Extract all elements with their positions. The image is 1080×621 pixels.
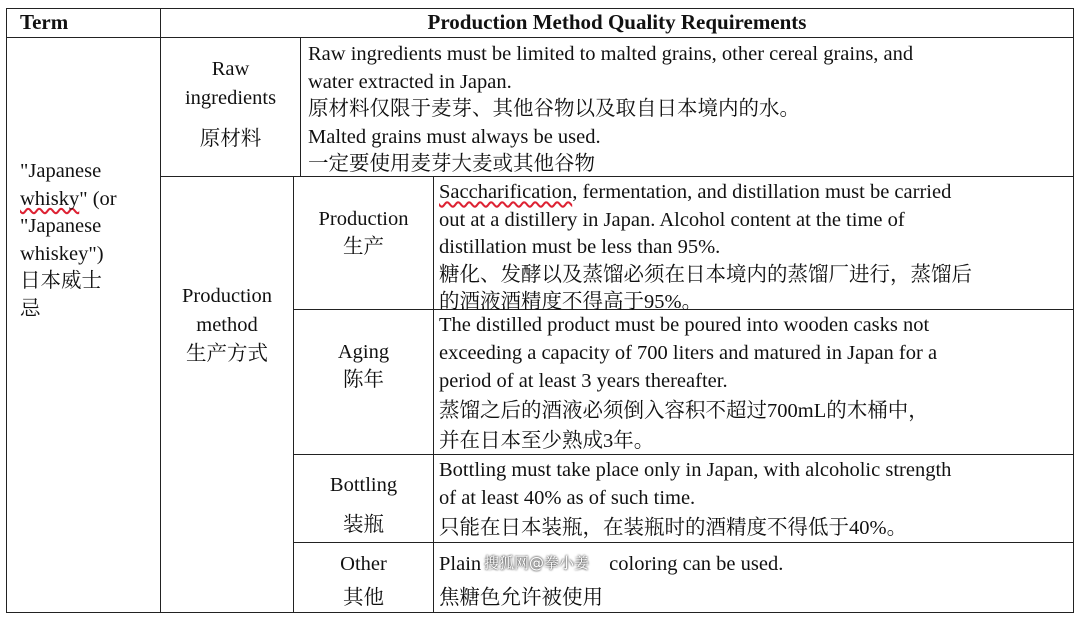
production-method-text: 生产方式 <box>186 343 268 365</box>
other-text-start: Plain <box>439 553 482 575</box>
production-method-label <box>161 282 293 369</box>
bottling-text: of at least 40% as of such time. <box>439 487 696 509</box>
table-border-left <box>6 8 7 613</box>
production-text-rest: , fermentation, and distillation must be carried <box>572 181 952 203</box>
term-cell <box>20 158 158 323</box>
aging-text: period of at least 3 years thereafter. <box>439 370 728 392</box>
production-method-text: Production <box>182 285 272 307</box>
aging-label <box>294 339 433 394</box>
production-text: distillation must be less than 95%. <box>439 236 721 258</box>
aging-label-en: Aging <box>337 341 390 363</box>
bottling-text: 只能在日本装瓶，在装瓶时的酒精度不得低于40%。 <box>439 517 908 539</box>
production-requirements <box>439 179 1071 317</box>
production-text: out at a distillery in Japan. Alcohol content at the time of <box>439 208 905 231</box>
term-line: "Japanese <box>20 215 102 237</box>
bottling-requirements <box>439 456 1071 542</box>
other-text: 焦糖色允许被使用 <box>439 587 603 609</box>
aging-text: 蒸馏之后的酒液必须倒入容积不超过700mL的木桶中， <box>439 400 929 422</box>
term-line-rest: " (or <box>79 187 117 210</box>
raw-column-divider <box>300 37 301 177</box>
bottling-label <box>294 470 433 540</box>
raw-label-en: ingredients <box>184 87 277 109</box>
other-label <box>294 549 433 613</box>
production-label <box>294 206 433 261</box>
header-term <box>20 9 68 36</box>
term-line: 忌 <box>20 297 41 320</box>
term-line: 日本威士 <box>20 270 102 292</box>
production-text: 糖化、发酵以及蒸馏必须在日本境内的蒸馏厂进行，蒸馏后 <box>439 263 972 286</box>
production-label-cn: 生产 <box>343 235 384 258</box>
table-border-right <box>1073 8 1074 613</box>
raw-label <box>161 55 300 154</box>
other-label-cn: 其他 <box>343 587 384 609</box>
watermark: 搜狐网@拳小姜 <box>484 554 590 572</box>
raw-requirements <box>308 41 1070 179</box>
bottling-text: Bottling must take place only in Japan, with alcoholic strength <box>439 459 952 481</box>
production-label-en: Production <box>318 208 409 230</box>
raw-text: water extracted in Japan. <box>308 70 512 93</box>
aging-text: The distilled product must be poured into wooden casks not <box>439 314 930 336</box>
header-divider <box>6 37 1074 38</box>
other-label-en: Other <box>340 553 387 575</box>
term-line: whiskey") <box>20 242 104 265</box>
raw-text: Malted grains must always be used. <box>308 125 601 148</box>
header-requirements-text: Production Method Quality Requirements <box>427 10 807 34</box>
header-requirements <box>161 9 1073 36</box>
bottling-label-en: Bottling <box>329 474 398 496</box>
aging-label-cn: 陈年 <box>343 368 384 391</box>
spellcheck-word: Saccharification <box>439 181 573 203</box>
term-line <box>20 186 158 214</box>
term-line: "Japanese <box>20 160 102 182</box>
production-text <box>439 179 1071 207</box>
aging-requirements <box>439 311 1071 455</box>
raw-label-cn: 原材料 <box>199 128 262 150</box>
aging-text: 并在日本至少熟成3年。 <box>439 430 655 452</box>
aging-text: exceeding a capacity of 700 liters and matured in Japan for a <box>439 342 938 364</box>
step-column-divider <box>433 176 434 613</box>
header-term-text: Term <box>20 10 69 34</box>
other-text-end: coloring can be used. <box>609 553 784 575</box>
production-method-text: method <box>196 314 258 336</box>
bottling-label-cn: 装瓶 <box>343 514 384 536</box>
raw-text: 一定要使用麦芽大麦或其他谷物 <box>308 153 595 175</box>
production-text: 的酒液酒精度不得高于95%。 <box>439 291 703 313</box>
raw-text: 原材料仅限于麦芽、其他谷物以及取自日本境内的水。 <box>308 98 800 120</box>
raw-text: Raw ingredients must be limited to malted grains, other cereal grains, and <box>308 43 914 65</box>
bottling-divider <box>293 542 1074 543</box>
spellcheck-word: whisky <box>20 187 80 210</box>
raw-label-en: Raw <box>211 58 250 80</box>
